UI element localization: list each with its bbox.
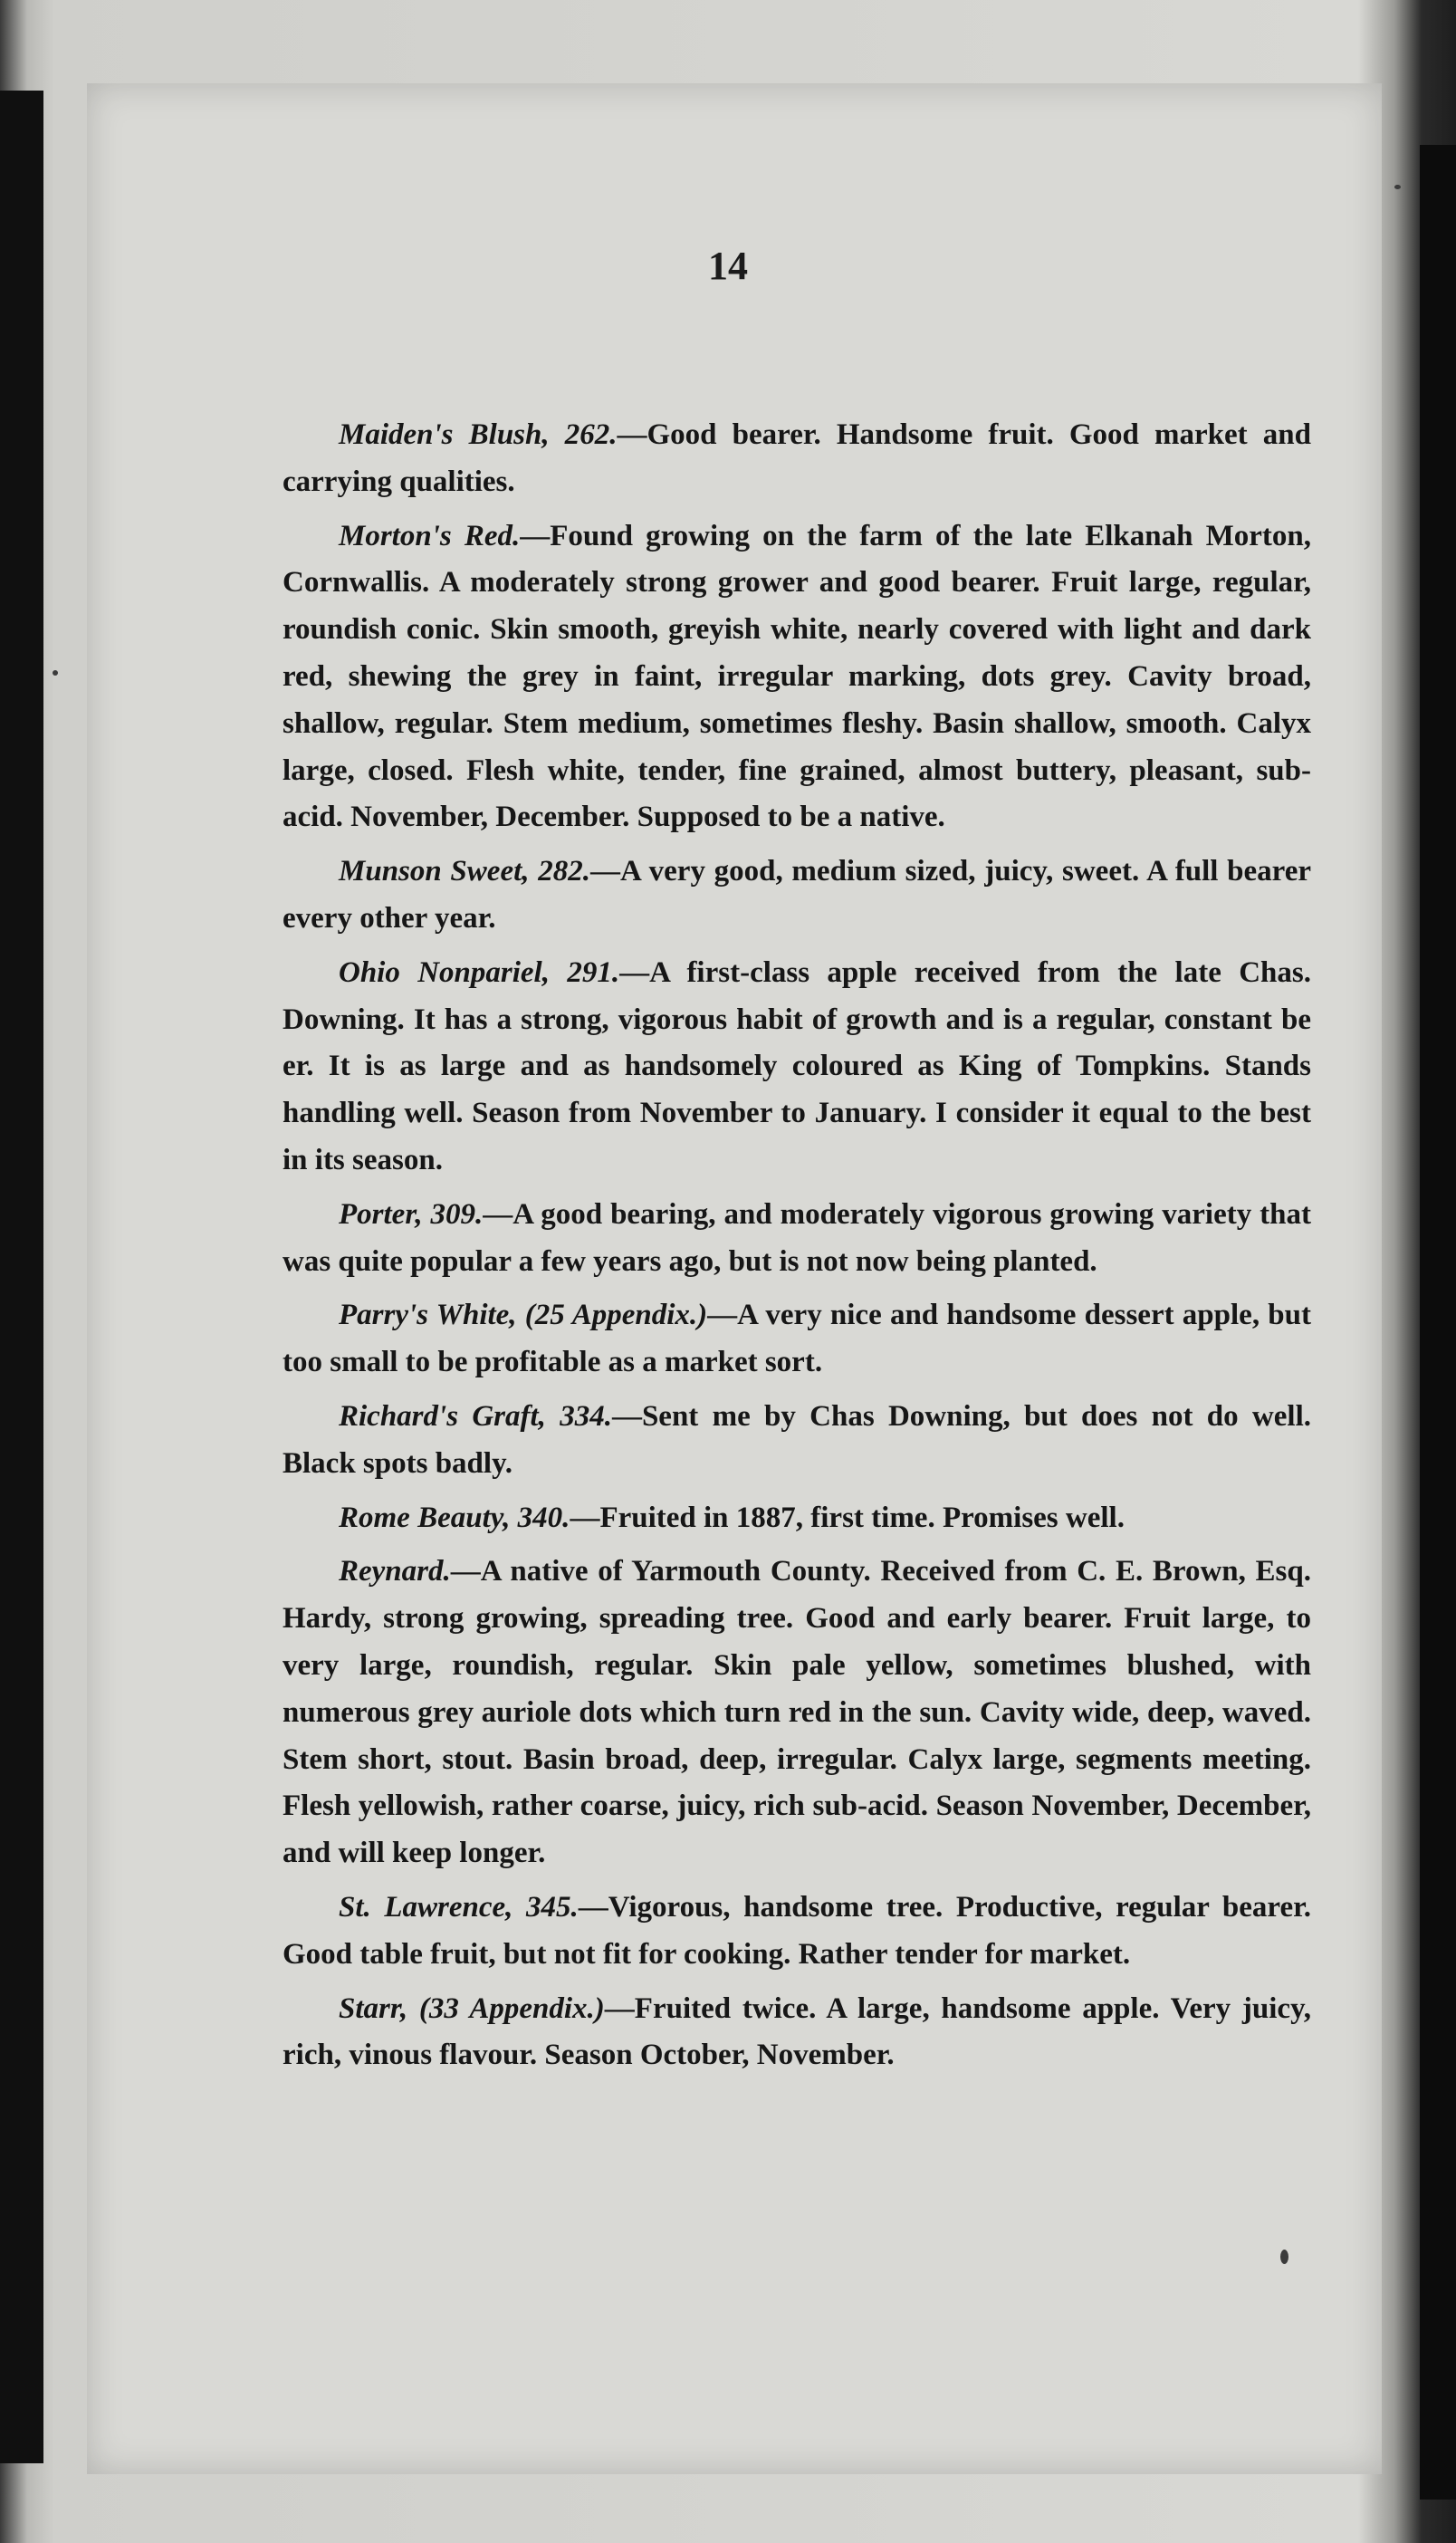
entry-title: Porter, 309. bbox=[339, 1197, 484, 1231]
entry-text: —Found growing on the farm of the late Elkanah Morton, Cornwallis. A moderately strong grower and good bearer. Fruit large, regular, roundish conic. Skin smooth, greyish white, nearly covered with light and dark red, shewing the grey in faint, irregular marking, dots grey. Cavity broad, shallow, regular. Stem medium, sometimes fleshy. Basin shallow, smooth. Calyx large, closed. Flesh white, tender, fine grained, almost buttery, pleasant, sub-acid. November, December. Supposed to be a native. bbox=[283, 519, 1311, 834]
entry-ohio-nonpariel bbox=[283, 950, 1311, 1185]
entry-title: Richard's Graft, 334. bbox=[339, 1399, 612, 1433]
entry-munson-sweet bbox=[283, 849, 1311, 943]
dust-speck bbox=[1280, 2250, 1288, 2264]
page-number: 14 bbox=[708, 244, 748, 288]
entry-rome-beauty bbox=[283, 1495, 1311, 1542]
entry-title: Rome Beauty, 340. bbox=[339, 1501, 570, 1534]
entry-title: Starr, (33 Appendix.) bbox=[339, 1991, 605, 2025]
entry-mortons-red bbox=[283, 513, 1311, 842]
binding-shadow-left bbox=[0, 91, 43, 2463]
entry-title: St. Lawrence, 345. bbox=[339, 1890, 579, 1924]
entry-text: —A very nice and handsome dessert apple, but too small to be profitable as a market sort. bbox=[283, 1299, 1311, 1379]
entry-text: —A native of Yarmouth County. Received from C. E. Brown, Esq. Hardy, strong growing, spreading tree. Good and early bearer. Fruit large, to very large, roundish, regular. Skin pale yellow, sometimes blushed, with numerous grey auriole dots which turn red in the sun. Cavity wide, deep, waved. Stem short, stout. Basin broad, deep, irregular. Calyx large, segments meeting. Flesh yellowish, rather coarse, juicy, rich sub-acid. Season November, December, and will keep longer. bbox=[283, 1555, 1311, 1870]
binding-shadow-right bbox=[1420, 145, 1456, 2500]
entry-title: Ohio Nonpariel, 291. bbox=[339, 955, 620, 989]
entry-title: Morton's Red. bbox=[339, 519, 521, 552]
entry-text: —A first-class apple received from the late Chas. Downing. It has a strong, vigorous habit of growth and is a regular, constant be er. It is as large and as handsomely coloured as King of Tompkins. Stands handling well. Season from November to January. I consider it equal to the best in its season. bbox=[283, 955, 1311, 1176]
entry-text: —Vigorous, handsome tree. Productive, regular bearer. Good table fruit, but not fit for cooking. Rather tender for market. bbox=[283, 1890, 1311, 1971]
entry-text: —Fruited in 1887, first time. Promises well. bbox=[570, 1501, 1125, 1534]
entry-title: Reynard. bbox=[339, 1555, 451, 1588]
entry-text: —Sent me by Chas Downing, but does not do well. Black spots badly. bbox=[283, 1399, 1311, 1480]
entry-richards-graft bbox=[283, 1394, 1311, 1488]
entry-reynard bbox=[283, 1549, 1311, 1877]
entry-text: —A very good, medium sized, juicy, sweet. A full bearer every other year. bbox=[283, 855, 1311, 935]
entry-title: Parry's White, (25 Appendix.) bbox=[339, 1299, 708, 1332]
dust-speck bbox=[53, 670, 58, 676]
entry-st-lawrence bbox=[283, 1885, 1311, 1979]
dust-speck bbox=[1394, 185, 1401, 189]
entry-maidens-blush bbox=[283, 412, 1311, 506]
entry-parrys-white bbox=[283, 1292, 1311, 1387]
entry-starr bbox=[283, 1986, 1311, 2080]
page-text bbox=[283, 412, 1311, 2087]
entry-title: Maiden's Blush, 262. bbox=[339, 418, 618, 451]
entry-text: —Good bearer. Handsome fruit. Good market and carrying qualities. bbox=[283, 418, 1311, 498]
entry-title: Munson Sweet, 282. bbox=[339, 855, 590, 888]
entry-porter bbox=[283, 1192, 1311, 1286]
entry-text: —A good bearing, and moderately vigorous growing variety that was quite popular a few years ago, but is not now being planted. bbox=[283, 1197, 1311, 1278]
entry-text: —Fruited twice. A large, handsome apple. Very juicy, rich, vinous flavour. Season October, November. bbox=[283, 1991, 1311, 2072]
